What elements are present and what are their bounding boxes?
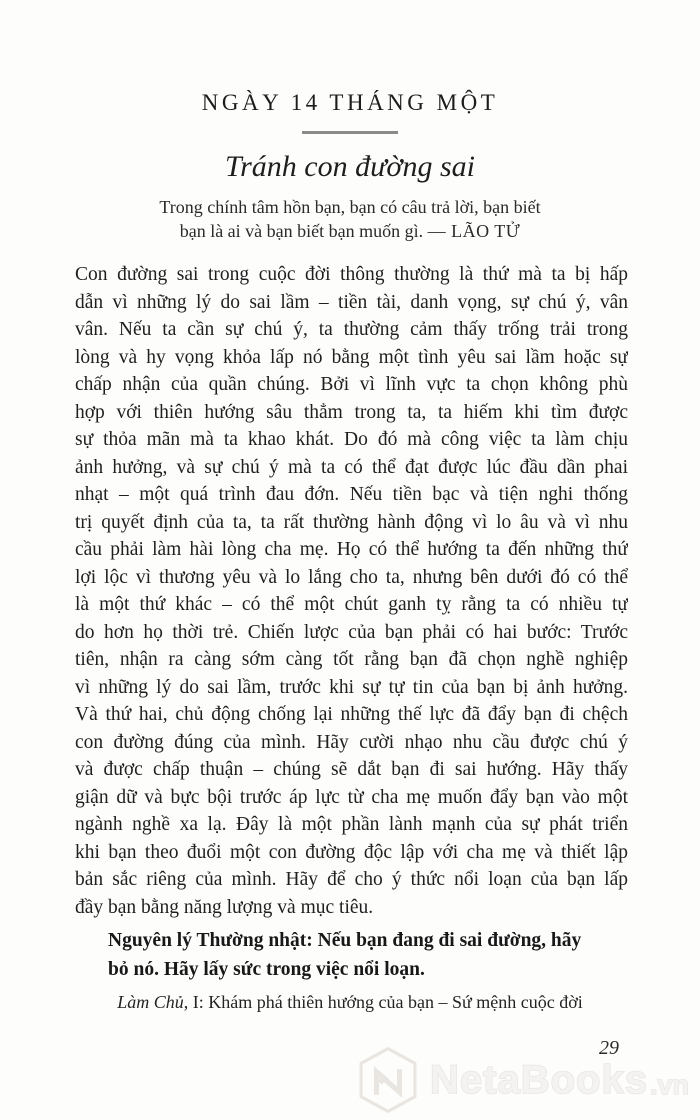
watermark-tld: .vn (649, 1069, 689, 1100)
day-header: NGÀY 14 THÁNG MỘT (201, 90, 499, 115)
watermark-brand: NetaBooks (430, 1058, 648, 1102)
body-line: cầu phải làm hài lòng cha mẹ. Họ có thể hướng ta đến những thứ (75, 539, 628, 560)
body-line: và được chấp thuận – chúng sẽ dắt bạn đi sai hướng. Hãy thấy (75, 759, 628, 780)
body-line: dẫn vì những lý do sai lầm – tiền tài, danh vọng, sự chú ý, vân (75, 291, 628, 313)
daily-principle (108, 926, 628, 984)
netabooks-hexagon-icon (356, 1046, 420, 1114)
body-line: tiên, nhận ra càng sớm càng tốt rằng bạn đã chọn nghề nghiệp (75, 649, 628, 670)
body-line: là một thứ khác – có thể một chút ganh tỵ rằng ta có nhiều tự (75, 594, 628, 615)
body-line: vân. Nếu ta cần sự chú ý, ta thường cảm thấy trống trải trong (75, 319, 628, 340)
page-number: 29 (599, 1037, 619, 1059)
divider-rule (302, 131, 398, 134)
body-line: con đường đúng của mình. Hãy cười nhạo nhu cầu được chú ý (75, 731, 628, 753)
body-line: hợp với thiên hướng sâu thẳm trong ta, ta hiếm khi tìm được (75, 401, 628, 423)
body-line: Và thứ hai, chủ động chống lại những thế lực đã đẩy bạn đi chệch (75, 704, 628, 725)
chapter-title: Tránh con đường sai (225, 150, 475, 183)
citation (0, 990, 700, 1014)
epigraph-text: bạn là ai và bạn biết bạn muốn gì. (179, 221, 424, 241)
body-line: do hơn họ thời trẻ. Chiến lược của bạn phải có hai bước: Trước (75, 621, 628, 643)
epigraph-line-2 (0, 219, 700, 243)
body-line: ảnh hưởng, và sự chú ý mà ta có thể đạt được lúc đầu dần phai (75, 456, 628, 478)
body-line: khi bạn theo đuổi một con đường độc lập với cha mẹ và thiết lập (75, 841, 628, 863)
body-line: đầy bạn bằng năng lượng và mục tiêu. (75, 896, 374, 918)
takeaway-line-2: bỏ nó. Hãy lấy sức trong việc nổi loạn. (108, 959, 425, 980)
body-paragraph (75, 261, 628, 921)
body-line: lợi lộc vì thương yêu và lo lắng cho ta, nhưng bên dưới đó có thể (75, 566, 628, 588)
body-line: sự thỏa mãn mà ta khao khát. Do đó mà công việc ta làm chịu (75, 429, 628, 450)
takeaway-line-1: Nguyên lý Thường nhật: Nếu bạn đang đi sai đường, hãy (108, 930, 582, 951)
body-line: chấp nhận của quần chúng. Bởi vì lĩnh vực ta chọn không phù (75, 374, 628, 395)
citation-detail: , I: Khám phá thiên hướng của bạn – Sứ mệnh cuộc đời (183, 992, 583, 1012)
epigraph (0, 195, 700, 243)
epigraph-line-1: Trong chính tâm hồn bạn, bạn có câu trả lời, bạn biết (159, 197, 541, 217)
body-line: Con đường sai trong cuộc đời thông thường là thứ mà ta bị hấp (75, 264, 628, 285)
body-line: vì những lý do sai lầm, trước khi sự tự tin của bạn bị ảnh hưởng. (75, 676, 628, 698)
body-line: bản sắc riêng của mình. Hãy để cho ý thức nổi loạn của bạn lấp (75, 869, 628, 890)
body-line: nhạt – một quá trình đau đớn. Nếu tiền bạc và tiện nghi thống (75, 484, 628, 505)
body-line: lòng và hy vọng khỏa lấp nó bằng một tình yêu sai lầm hoặc sự (75, 346, 628, 368)
epigraph-attribution: — LÃO TỬ (427, 221, 521, 241)
watermark (356, 1046, 689, 1114)
citation-source: Làm Chủ (117, 992, 184, 1012)
body-line: ngành nghề xa lạ. Đây là một phần lành mạnh của sự phát triển (75, 814, 628, 835)
body-line: giận dữ và bực bội trước áp lực từ cha mẹ muốn đẩy bạn vào một (75, 786, 628, 808)
body-line: trị quyết định của ta, ta rất thường hành động vì lo âu và vì nhu (75, 511, 628, 533)
